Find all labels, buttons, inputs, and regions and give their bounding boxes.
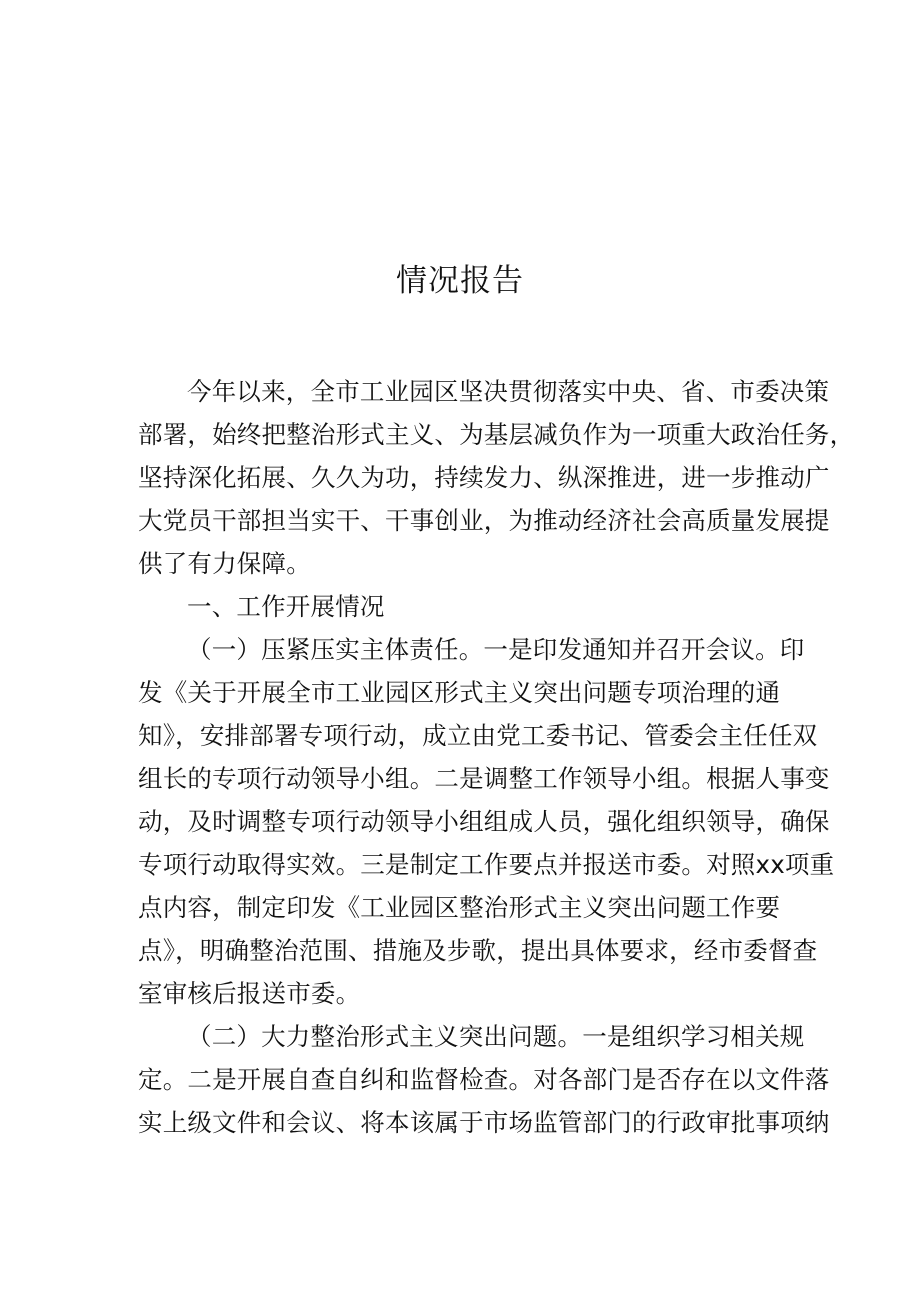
paragraph-line: 点》，明确整治范围、措施及步歌，提出具体要求，经市委督查: [138, 936, 818, 965]
document-title: 情况报告: [396, 263, 524, 299]
paragraph-line: 发《关于开展全市工业园区形式主义突出问题专项治理的通: [138, 678, 781, 707]
paragraph-line: 室审核后报送市委。: [138, 979, 361, 1008]
paragraph-line: 知》，安排部署专项行动，成立由党工委书记、管委会主任任双: [138, 721, 818, 750]
paragraph-line: 供了有力保障。: [138, 549, 311, 578]
paragraph-line: 今年以来，全市工业园区坚决贯彻落实中央、省、市委决策: [187, 377, 830, 406]
paragraph-line: 专项行动取得实效。三是制定工作要点并报送市委。对照xx项重: [138, 850, 835, 879]
paragraph-line: 组长的专项行动领导小组。二是调整工作领导小组。根据人事变: [138, 764, 830, 793]
paragraph-line: 实上级文件和会议、将本该属于市场监管部门的行政审批事项纳: [138, 1108, 830, 1137]
paragraph-line: （二）大力整治形式主义突出问题。一是组织学习相关规: [187, 1022, 805, 1051]
paragraph-line: 坚持深化拓展、久久为功，持续发力、纵深推进，进一步推动广: [138, 463, 830, 492]
paragraph-line: 部署，始终把整治形式主义、为基层减负作为一项重大政治任务，: [138, 420, 855, 449]
document-body: [138, 370, 855, 1144]
paragraph-line: 大党员干部担当实干、干事创业，为推动经济社会高质量发展提: [138, 506, 830, 535]
paragraph-line: （一）压紧压实主体责任。一是印发通知并召开会议。印: [187, 635, 805, 664]
section-heading: 一、工作开展情况: [187, 592, 385, 621]
paragraph-line: 点内容，制定印发《工业园区整治形式主义突出问题工作要: [138, 893, 781, 922]
paragraph-line: 定。二是开展自查自纠和监督检查。对各部门是否存在以文件落: [138, 1065, 830, 1094]
paragraph-line: 动，及时调整专项行动领导小组组成人员，强化组织领导，确保: [138, 807, 830, 836]
